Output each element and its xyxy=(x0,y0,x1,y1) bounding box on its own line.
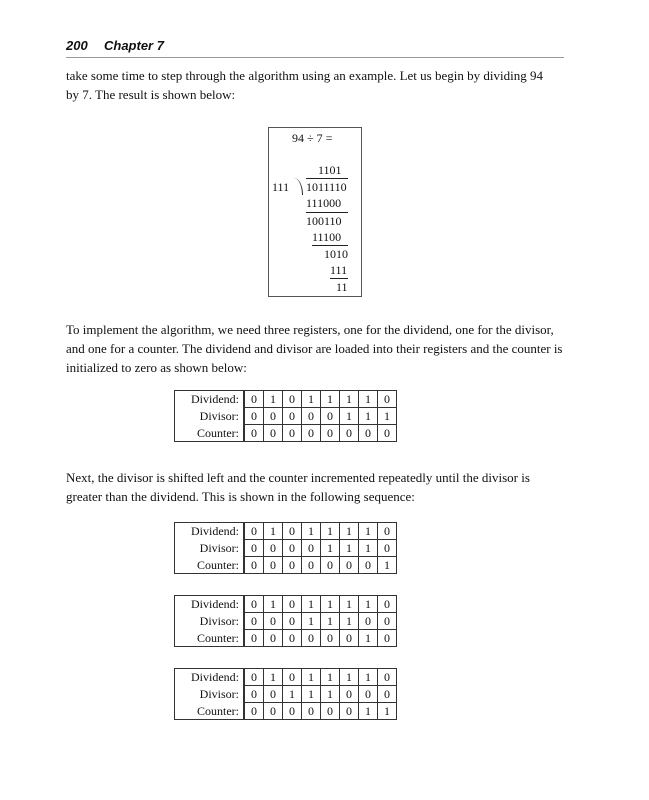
counter-bit: 0 xyxy=(302,630,321,647)
register-table-initial xyxy=(174,390,397,442)
division-caption: 94 ÷ 7 = xyxy=(292,131,333,145)
paragraph-registers: To implement the algorithm, we need three registers, one for the dividend, one for the divisor, and one for a counter. The dividend and divisor are loaded into their registers and the counter is initialized to zero as shown below: xyxy=(66,322,563,375)
dividend-bit: 0 xyxy=(244,596,264,613)
divisor-register-row xyxy=(175,613,397,630)
divisor-bit: 1 xyxy=(321,613,340,630)
divisor-bit: 0 xyxy=(378,613,397,630)
step-rule-2 xyxy=(312,245,348,246)
counter-label: Counter: xyxy=(175,557,245,574)
divisor-label: Divisor: xyxy=(175,686,245,703)
dividend-bit: 1 xyxy=(321,596,340,613)
counter-bit: 0 xyxy=(244,630,264,647)
dividend-bit: 0 xyxy=(378,523,397,540)
division-step-5: 111 xyxy=(330,263,348,277)
dividend-bit: 1 xyxy=(321,669,340,686)
divisor-bit: 0 xyxy=(378,540,397,557)
dividend-bit: 1 xyxy=(302,669,321,686)
counter-bit: 0 xyxy=(244,425,264,442)
divisor-bit: 0 xyxy=(264,540,283,557)
counter-register-row xyxy=(175,425,397,442)
counter-bit: 0 xyxy=(264,630,283,647)
dividend-label: Dividend: xyxy=(175,523,245,540)
counter-bit: 0 xyxy=(321,425,340,442)
divisor-bit: 1 xyxy=(340,408,359,425)
counter-bit: 1 xyxy=(359,703,378,720)
counter-bit: 0 xyxy=(321,630,340,647)
counter-bit: 1 xyxy=(359,630,378,647)
division-remainder: 11 xyxy=(336,280,348,294)
counter-bit: 0 xyxy=(283,557,302,574)
dividend-bit: 1 xyxy=(359,669,378,686)
counter-bit: 0 xyxy=(264,425,283,442)
counter-bit: 0 xyxy=(302,425,321,442)
register-table-step-3 xyxy=(174,668,397,720)
divisor-bit: 0 xyxy=(378,686,397,703)
dividend-bit: 1 xyxy=(302,596,321,613)
division-step-1: 111000 xyxy=(306,196,342,210)
divisor-bit: 0 xyxy=(321,408,340,425)
dividend-bit: 1 xyxy=(302,523,321,540)
divisor-bit: 1 xyxy=(321,540,340,557)
counter-bit: 0 xyxy=(359,557,378,574)
dividend-bit: 0 xyxy=(378,669,397,686)
dividend-bit: 1 xyxy=(340,669,359,686)
counter-bit: 0 xyxy=(340,557,359,574)
dividend-bit: 1 xyxy=(359,391,378,408)
counter-register-row xyxy=(175,630,397,647)
counter-bit: 0 xyxy=(244,703,264,720)
counter-bit: 0 xyxy=(302,557,321,574)
dividend-register-row xyxy=(175,669,397,686)
dividend-bit: 0 xyxy=(244,391,264,408)
divisor-bit: 0 xyxy=(244,613,264,630)
counter-bit: 0 xyxy=(283,425,302,442)
register-table-step-1 xyxy=(174,522,397,574)
counter-label: Counter: xyxy=(175,703,245,720)
divisor-label: Divisor: xyxy=(175,540,245,557)
division-step-2: 100110 xyxy=(306,214,342,228)
division-dividend: 1011110 xyxy=(306,180,347,194)
dividend-bit: 0 xyxy=(283,391,302,408)
divisor-register-row xyxy=(175,686,397,703)
divisor-bit: 0 xyxy=(264,686,283,703)
dividend-label: Dividend: xyxy=(175,391,245,408)
dividend-bit: 1 xyxy=(340,391,359,408)
divisor-register-row xyxy=(175,408,397,425)
register-table-step-2 xyxy=(174,595,397,647)
divisor-bit: 1 xyxy=(359,408,378,425)
dividend-bit: 1 xyxy=(264,596,283,613)
long-division-figure xyxy=(268,127,362,297)
divisor-bit: 1 xyxy=(302,613,321,630)
division-step-3: 11100 xyxy=(312,230,342,244)
counter-bit: 0 xyxy=(321,557,340,574)
divisor-bit: 0 xyxy=(244,408,264,425)
counter-register-row xyxy=(175,703,397,720)
divisor-bit: 0 xyxy=(264,613,283,630)
counter-bit: 0 xyxy=(340,425,359,442)
counter-bit: 0 xyxy=(283,630,302,647)
dividend-bit: 1 xyxy=(264,523,283,540)
dividend-bit: 1 xyxy=(264,669,283,686)
dividend-bit: 1 xyxy=(359,523,378,540)
divisor-bit: 0 xyxy=(340,686,359,703)
divisor-bit: 0 xyxy=(359,686,378,703)
divisor-bit: 0 xyxy=(359,613,378,630)
dividend-bit: 1 xyxy=(340,523,359,540)
chapter-title: Chapter 7 xyxy=(104,38,164,53)
divisor-register-row xyxy=(175,540,397,557)
counter-bit: 0 xyxy=(283,703,302,720)
dividend-bit: 0 xyxy=(283,669,302,686)
dividend-bit: 1 xyxy=(264,391,283,408)
divisor-bit: 0 xyxy=(244,540,264,557)
counter-label: Counter: xyxy=(175,425,245,442)
divisor-bit: 0 xyxy=(283,408,302,425)
dividend-bit: 1 xyxy=(321,391,340,408)
dividend-register-row xyxy=(175,523,397,540)
counter-bit: 0 xyxy=(340,630,359,647)
divisor-bit: 1 xyxy=(359,540,378,557)
counter-register-row xyxy=(175,557,397,574)
divisor-bit: 1 xyxy=(378,408,397,425)
divisor-bit: 0 xyxy=(302,408,321,425)
counter-bit: 0 xyxy=(264,703,283,720)
divisor-bit: 0 xyxy=(244,686,264,703)
dividend-bit: 0 xyxy=(378,391,397,408)
counter-bit: 0 xyxy=(378,425,397,442)
dividend-bit: 0 xyxy=(378,596,397,613)
divisor-bit: 1 xyxy=(302,686,321,703)
counter-bit: 0 xyxy=(264,557,283,574)
counter-bit: 0 xyxy=(378,630,397,647)
divisor-bit: 0 xyxy=(283,613,302,630)
dividend-bit: 0 xyxy=(244,669,264,686)
counter-bit: 1 xyxy=(378,557,397,574)
counter-bit: 0 xyxy=(340,703,359,720)
divisor-bit: 0 xyxy=(264,408,283,425)
counter-bit: 0 xyxy=(359,425,378,442)
dividend-register-row xyxy=(175,391,397,408)
divisor-label: Divisor: xyxy=(175,408,245,425)
paragraph-intro: take some time to step through the algorithm using an example. Let us begin by dividing 94 by 7. The result is shown below: xyxy=(66,68,543,102)
dividend-register-row xyxy=(175,596,397,613)
divisor-bit: 1 xyxy=(340,613,359,630)
dividend-bit: 1 xyxy=(302,391,321,408)
divisor-label: Divisor: xyxy=(175,613,245,630)
dividend-label: Dividend: xyxy=(175,596,245,613)
division-quotient: 1101 xyxy=(318,163,342,177)
divisor-bit: 1 xyxy=(340,540,359,557)
divisor-bit: 0 xyxy=(283,540,302,557)
divisor-bit: 0 xyxy=(302,540,321,557)
division-divisor: 111 xyxy=(272,180,290,194)
dividend-bit: 0 xyxy=(244,523,264,540)
dividend-bit: 0 xyxy=(283,523,302,540)
division-step-4: 1010 xyxy=(324,247,348,261)
dividend-bit: 0 xyxy=(283,596,302,613)
counter-bit: 0 xyxy=(244,557,264,574)
quotient-rule xyxy=(306,178,348,179)
counter-bit: 0 xyxy=(302,703,321,720)
dividend-bit: 1 xyxy=(340,596,359,613)
dividend-label: Dividend: xyxy=(175,669,245,686)
dividend-bit: 1 xyxy=(321,523,340,540)
paragraph-shift: Next, the divisor is shifted left and the counter incremented repeatedly until the divisor is greater than the dividend. This is shown in the following sequence: xyxy=(66,470,530,504)
dividend-bit: 1 xyxy=(359,596,378,613)
counter-bit: 0 xyxy=(321,703,340,720)
step-rule-3 xyxy=(330,278,348,279)
page-header xyxy=(66,37,564,58)
divisor-bit: 1 xyxy=(283,686,302,703)
counter-label: Counter: xyxy=(175,630,245,647)
page-number: 200 xyxy=(66,38,88,53)
counter-bit: 1 xyxy=(378,703,397,720)
step-rule-1 xyxy=(306,212,348,213)
divisor-bit: 1 xyxy=(321,686,340,703)
